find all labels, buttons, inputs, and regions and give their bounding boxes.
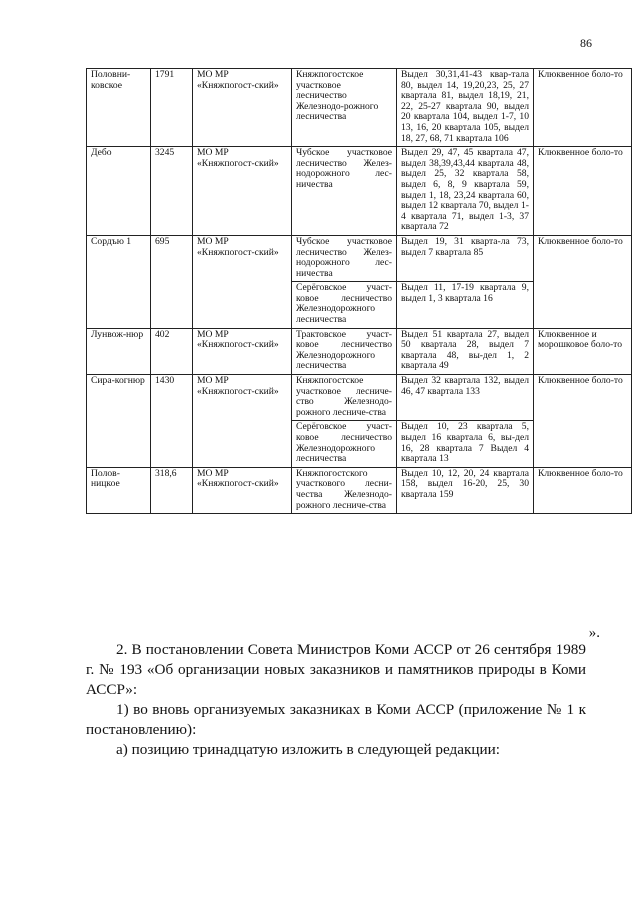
- quarters-cell: Выдел 30,31,41-43 квар-тала 80, выдел 14, 19,20,23, 25, 27 квартала 81, выдел 18,19, 21, 22, 25-27 квартала 90, выдел 20 квартала 104, выдел 1-7, 10 13, 16, 20 квартала 105, выдел 18, 27, 68, 71 квартала 106: [397, 69, 534, 147]
- municipality-cell: МО МР «Княжпогост-ский»: [193, 69, 292, 147]
- reserves-table: [86, 68, 632, 514]
- table-row: [87, 147, 632, 236]
- municipality-cell: МО МР «Княжпогост-ский»: [193, 328, 292, 374]
- reserve-area-cell: 695: [151, 235, 193, 328]
- forestry-cell: Княжпогостское участковое лесниче-ство Железнодо-рожного лесниче-ства: [292, 375, 397, 421]
- closing-quote-mark: ».: [588, 625, 600, 641]
- quarters-cell: Выдел 10, 23 квартала 5, выдел 16 квартала 6, вы-дел 16, 28 квартала 7 Выдел 4 квартала 13: [397, 421, 534, 467]
- bog-type-cell: Клюквенное боло-то: [534, 467, 632, 513]
- reserve-name-cell: Полов-ницкое: [87, 467, 151, 513]
- reserve-area-cell: 318,6: [151, 467, 193, 513]
- municipality-cell: МО МР «Княжпогост-ский»: [193, 147, 292, 236]
- reserve-name-cell: Сира-когнюр: [87, 375, 151, 468]
- table-row: [87, 375, 632, 421]
- bog-type-cell: Клюквенное боло-то: [534, 69, 632, 147]
- reserve-area-cell: 1430: [151, 375, 193, 468]
- forestry-cell: Серёговское участ-ковое лесничество Железнодорожного лесничества: [292, 282, 397, 328]
- reserve-area-cell: 3245: [151, 147, 193, 236]
- table-row: [87, 467, 632, 513]
- bog-type-cell: Клюквенное боло-то: [534, 375, 632, 468]
- page-number: 86: [580, 36, 592, 50]
- reserve-name-cell: Лунвож-нюр: [87, 328, 151, 374]
- bog-type-cell: Клюквенное боло-то: [534, 235, 632, 328]
- table-row: [87, 235, 632, 281]
- bog-type-cell: Клюквенное и морошковое боло-то: [534, 328, 632, 374]
- reserve-name-cell: Сордъю 1: [87, 235, 151, 328]
- reserve-area-cell: 1791: [151, 69, 193, 147]
- forestry-cell: Трактовское участ-ковое лесничество Железнодорожного лесничества: [292, 328, 397, 374]
- reserves-table-body: [87, 69, 632, 514]
- bog-type-cell: Клюквенное боло-то: [534, 147, 632, 236]
- quarters-cell: Выдел 11, 17-19 квартала 9, выдел 1, 3 квартала 16: [397, 282, 534, 328]
- quarters-cell: Выдел 32 квартала 132, выдел 46, 47 квартала 133: [397, 375, 534, 421]
- reserve-name-cell: Половни-ковское: [87, 69, 151, 147]
- quarters-cell: Выдел 10, 12, 20, 24 квартала 158, выдел 16-20, 25, 30 квартала 159: [397, 467, 534, 513]
- municipality-cell: МО МР «Княжпогост-ский»: [193, 467, 292, 513]
- municipality-cell: МО МР «Княжпогост-ский»: [193, 375, 292, 468]
- forestry-cell: Серёговское участ-ковое лесничество Железнодорожного лесничества: [292, 421, 397, 467]
- table-row: [87, 328, 632, 374]
- quarters-cell: Выдел 51 квартала 27, выдел 50 квартала 28, выдел 7 квартала 48, вы-дел 1, 2 квартала 49: [397, 328, 534, 374]
- forestry-cell: Княжпогостского участкового лесни-чества Железнодо-рожного лесниче-ства: [292, 467, 397, 513]
- paragraph-1: 2. В постановлении Совета Министров Коми АССР от 26 сентября 1989 г. № 193 «Об организации новых заказников и памятников природы в Коми АССР»:: [86, 641, 586, 698]
- forestry-cell: Княжпогостское участковое лесничество Железнодо-рожного лесничества: [292, 69, 397, 147]
- quarters-cell: Выдел 19, 31 кварта-ла 73, выдел 7 квартала 85: [397, 235, 534, 281]
- forestry-cell: Чубское участковое лесничество Желез-нодорожного лес-ничества: [292, 147, 397, 236]
- body-text: [86, 640, 586, 760]
- quarters-cell: Выдел 29, 47, 45 квартала 47, выдел 38,39,43,44 квартала 48, выдел 25, 32 квартала 58, выдел 6, 8, 9 квартала 59, выдел 1, 18, 23,24 квартала 60, выдел 12 квартала 70, выдел 1-4 квартала 71, выдел 1-3, 37 квартала 72: [397, 147, 534, 236]
- paragraph-3: а) позицию тринадцатую изложить в следующей редакции:: [116, 741, 500, 758]
- reserve-name-cell: Дебо: [87, 147, 151, 236]
- table-row: [87, 69, 632, 147]
- forestry-cell: Чубское участковое лесничество Желез-нодорожного лес-ничества: [292, 235, 397, 281]
- paragraph-2: 1) во вновь организуемых заказниках в Коми АССР (приложение № 1 к постановлению):: [86, 701, 586, 738]
- reserve-area-cell: 402: [151, 328, 193, 374]
- municipality-cell: МО МР «Княжпогост-ский»: [193, 235, 292, 328]
